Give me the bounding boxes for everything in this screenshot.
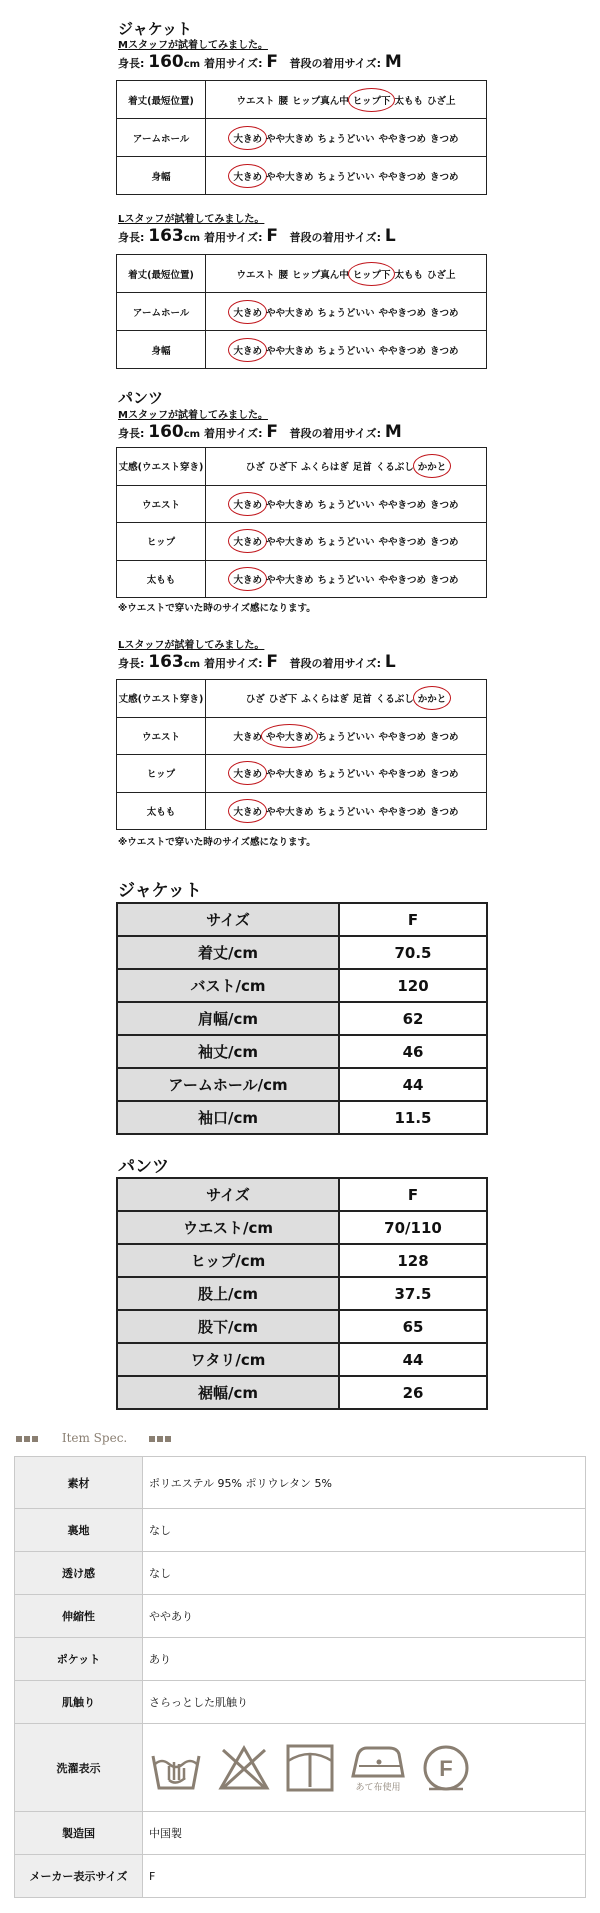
- size-row: [117, 1211, 487, 1244]
- fit-option: くるぶし: [375, 694, 414, 706]
- size-value: 46: [339, 1035, 487, 1068]
- fit-row: [117, 717, 487, 755]
- no-bleach-icon: [217, 1744, 271, 1792]
- fit-row: [117, 448, 487, 486]
- spec-key: メーカー表示サイズ: [15, 1855, 143, 1898]
- fit-option-selected: ヒップ下: [353, 267, 391, 281]
- size-row: [117, 1002, 487, 1035]
- spec-row: [15, 1457, 586, 1509]
- fit-option: ひざ上: [426, 269, 456, 281]
- fit-table: [116, 679, 487, 830]
- fit-option: きつめ: [430, 731, 459, 743]
- fit-row-label: ウエスト: [117, 485, 206, 523]
- fit-row-label: ヒップ: [117, 755, 206, 793]
- size-row: [117, 1376, 487, 1409]
- fit-option: やや大きめ: [265, 574, 314, 586]
- fit-option-selected: 大きめ: [233, 766, 262, 780]
- fit-row: [117, 792, 487, 830]
- size-value: 65: [339, 1310, 487, 1343]
- spec-row: [15, 1552, 586, 1595]
- fit-row-label: 着丈(最短位置): [117, 255, 206, 293]
- fit-option: ちょうどいい: [317, 806, 375, 818]
- fit-row: [117, 255, 487, 293]
- fit-table: [116, 447, 487, 598]
- fit-row: [117, 755, 487, 793]
- usual-size-value: L: [384, 226, 396, 246]
- size-row: [117, 1068, 487, 1101]
- size-key: ワタリ/cm: [117, 1343, 339, 1376]
- fit-row: [117, 157, 487, 195]
- fit-row-label: ヒップ: [117, 523, 206, 561]
- spec-key: 洗濯表示: [15, 1724, 143, 1812]
- spec-value: なし: [143, 1509, 586, 1552]
- fit-option-selected: 大きめ: [233, 305, 262, 319]
- wear-size-value: F: [266, 652, 278, 672]
- hand-wash-icon: [149, 1744, 203, 1792]
- fit-option: くるぶし: [375, 462, 414, 474]
- size-key: 股下/cm: [117, 1310, 339, 1343]
- fit-option: ややきつめ: [378, 133, 427, 145]
- size-key: バスト/cm: [117, 969, 339, 1002]
- fit-option: ややきつめ: [378, 171, 427, 183]
- fit-option: ウエスト: [236, 95, 275, 107]
- size-key: 袖口/cm: [117, 1101, 339, 1134]
- fit-staff-info: [118, 52, 402, 72]
- fit-option: ややきつめ: [378, 307, 427, 319]
- height-unit: cm: [183, 429, 201, 440]
- size-value: 44: [339, 1343, 487, 1376]
- fit-row: [117, 293, 487, 331]
- size-key: 着丈/cm: [117, 936, 339, 969]
- fit-staff-title: Mスタッフが試着してみました。: [118, 40, 268, 51]
- size-value: 11.5: [339, 1101, 487, 1134]
- spec-key: 肌触り: [15, 1681, 143, 1724]
- fit-row: [117, 81, 487, 119]
- fit-option-selected: かかと: [418, 691, 447, 705]
- spec-value: なし: [143, 1552, 586, 1595]
- fit-option: ややきつめ: [378, 345, 427, 357]
- fit-option: やや大きめ: [265, 499, 314, 511]
- spec-row: [15, 1595, 586, 1638]
- fit-option: ややきつめ: [378, 499, 427, 511]
- fit-option: ヒップ真ん中: [292, 269, 349, 281]
- usual-size-value: L: [384, 652, 396, 672]
- pants-fit-title: パンツ: [118, 389, 164, 407]
- fit-option: ちょうどいい: [317, 537, 375, 549]
- spec-key: 素材: [15, 1457, 143, 1509]
- item-spec-header: [16, 1431, 173, 1445]
- fit-row-options: [206, 680, 487, 718]
- fit-option: 腰: [278, 95, 289, 107]
- fit-row-label: 身幅: [117, 331, 206, 369]
- spec-row: [15, 1638, 586, 1681]
- fit-option-selected: 大きめ: [233, 131, 262, 145]
- spec-row: [15, 1855, 586, 1898]
- spec-row: [15, 1724, 586, 1812]
- fit-option: ちょうどいい: [317, 171, 375, 183]
- size-row: [117, 903, 487, 936]
- fit-staff-title: Mスタッフが試着してみました。: [118, 410, 268, 421]
- size-key: 股上/cm: [117, 1277, 339, 1310]
- fit-option: やや大きめ: [265, 171, 314, 183]
- fit-row-options: [206, 81, 487, 119]
- fit-row-options: [206, 755, 487, 793]
- size-key: 袖丈/cm: [117, 1035, 339, 1068]
- spec-row: [15, 1681, 586, 1724]
- fit-row-label: 丈感(ウエスト穿き): [117, 448, 206, 486]
- spec-key: 透け感: [15, 1552, 143, 1595]
- fit-option-selected: かかと: [418, 459, 447, 473]
- wear-size-label: 着用サイズ:: [203, 57, 263, 70]
- fit-option: 太もも: [394, 95, 423, 107]
- size-value: 70/110: [339, 1211, 487, 1244]
- spec-key: 伸縮性: [15, 1595, 143, 1638]
- fit-row-label: 身幅: [117, 157, 206, 195]
- height-value: 163: [148, 226, 184, 246]
- fit-option: ややきつめ: [378, 731, 427, 743]
- fit-option: ややきつめ: [378, 537, 427, 549]
- usual-size-value: M: [384, 422, 402, 442]
- spec-value-wash: [143, 1724, 586, 1812]
- pants-size-title: パンツ: [118, 1157, 169, 1177]
- spec-value: 中国製: [143, 1812, 586, 1855]
- fit-option: 太もも: [394, 269, 423, 281]
- size-row: [117, 1244, 487, 1277]
- size-row: [117, 1343, 487, 1376]
- spec-value: ややあり: [143, 1595, 586, 1638]
- iron-low-icon: [349, 1742, 407, 1793]
- fit-option: やや大きめ: [265, 345, 314, 357]
- item-spec-header-label: Item Spec.: [61, 1431, 128, 1445]
- fit-row-label: ウエスト: [117, 717, 206, 755]
- fit-row-options: [206, 157, 487, 195]
- height-value: 163: [148, 652, 184, 672]
- height-value: 160: [148, 52, 184, 72]
- height-label: 身長:: [118, 657, 145, 670]
- spec-row: [15, 1812, 586, 1855]
- spec-value: さらっとした肌触り: [143, 1681, 586, 1724]
- fit-row: [117, 119, 487, 157]
- fit-option-selected: 大きめ: [233, 804, 262, 818]
- dry-clean-f-icon: [421, 1743, 471, 1793]
- fit-option: きつめ: [430, 133, 459, 145]
- size-value: 62: [339, 1002, 487, 1035]
- fit-staff-info: [118, 652, 396, 672]
- height-label: 身長:: [118, 231, 145, 244]
- usual-size-label: 普段の着用サイズ:: [289, 427, 381, 440]
- size-row: [117, 969, 487, 1002]
- fit-row-options: [206, 560, 487, 598]
- size-value: 70.5: [339, 936, 487, 969]
- pants-fit-note-l: ※ウエストで穿いた時のサイズ感になります。: [118, 837, 316, 848]
- height-label: 身長:: [118, 427, 145, 440]
- fit-option: 足首: [352, 462, 372, 474]
- spec-key: ポケット: [15, 1638, 143, 1681]
- size-row: [117, 1310, 487, 1343]
- fit-table: [116, 80, 487, 195]
- fit-option: ひざ: [245, 462, 265, 474]
- fit-option: ひざ上: [426, 95, 456, 107]
- wash-icons: [149, 1742, 579, 1793]
- fit-row: [117, 485, 487, 523]
- size-value: F: [339, 1178, 487, 1211]
- fit-row-label: 太もも: [117, 792, 206, 830]
- fit-option: ちょうどいい: [317, 499, 375, 511]
- wear-size-label: 着用サイズ:: [203, 231, 263, 244]
- fit-option: ややきつめ: [378, 806, 427, 818]
- jacket-size-title: ジャケット: [118, 881, 202, 901]
- size-key: アームホール/cm: [117, 1068, 339, 1101]
- wear-size-label: 着用サイズ:: [203, 427, 263, 440]
- pants-size-table: [116, 1177, 488, 1410]
- usual-size-label: 普段の着用サイズ:: [289, 657, 381, 670]
- fit-staff-info: [118, 226, 396, 246]
- fit-option: 腰: [278, 269, 289, 281]
- usual-size-value: M: [384, 52, 402, 72]
- usual-size-label: 普段の着用サイズ:: [289, 57, 381, 70]
- pants-fit-note-m: ※ウエストで穿いた時のサイズ感になります。: [118, 603, 316, 614]
- height-unit: cm: [183, 659, 201, 670]
- fit-table: [116, 254, 487, 369]
- size-value: 128: [339, 1244, 487, 1277]
- fit-row-options: [206, 119, 487, 157]
- fit-option: きつめ: [430, 537, 459, 549]
- fit-option: ヒップ真ん中: [292, 95, 349, 107]
- size-value: 120: [339, 969, 487, 1002]
- size-row: [117, 1101, 487, 1134]
- size-key: ウエスト/cm: [117, 1211, 339, 1244]
- fit-staff-title: Lスタッフが試着してみました。: [118, 640, 265, 651]
- size-value: 37.5: [339, 1277, 487, 1310]
- fit-option-selected: ヒップ下: [353, 93, 391, 107]
- fit-option: きつめ: [430, 171, 459, 183]
- usual-size-label: 普段の着用サイズ:: [289, 231, 381, 244]
- size-key: サイズ: [117, 903, 339, 936]
- fit-row-label: 太もも: [117, 560, 206, 598]
- jacket-size-table: [116, 902, 488, 1135]
- fit-row-label: 丈感(ウエスト穿き): [117, 680, 206, 718]
- fit-option: やや大きめ: [265, 806, 314, 818]
- fit-row-options: [206, 523, 487, 561]
- spec-key: 裏地: [15, 1509, 143, 1552]
- spec-value: あり: [143, 1638, 586, 1681]
- fit-option: きつめ: [430, 806, 459, 818]
- fit-row-label: アームホール: [117, 293, 206, 331]
- fit-option: ひざ下: [268, 694, 298, 706]
- fit-row-options: [206, 485, 487, 523]
- size-value: 26: [339, 1376, 487, 1409]
- fit-row-options: [206, 717, 487, 755]
- fit-option: ちょうどいい: [317, 731, 375, 743]
- fit-option-selected: 大きめ: [233, 169, 262, 183]
- fit-option-selected: 大きめ: [233, 497, 262, 511]
- fit-row-label: 着丈(最短位置): [117, 81, 206, 119]
- height-label: 身長:: [118, 57, 145, 70]
- wear-size-label: 着用サイズ:: [203, 657, 263, 670]
- size-value: 44: [339, 1068, 487, 1101]
- spec-value: ポリエステル 95% ポリウレタン 5%: [143, 1457, 586, 1509]
- fit-option: やや大きめ: [265, 537, 314, 549]
- item-spec-table: [14, 1456, 586, 1898]
- fit-option: きつめ: [430, 307, 459, 319]
- spec-key: 製造国: [15, 1812, 143, 1855]
- fit-option: やや大きめ: [265, 307, 314, 319]
- fit-option: ちょうどいい: [317, 574, 375, 586]
- fit-option: 足首: [352, 694, 372, 706]
- fit-option: やや大きめ: [265, 133, 314, 145]
- fit-option: ふくらはぎ: [301, 694, 349, 706]
- fit-row: [117, 680, 487, 718]
- fit-option: ややきつめ: [378, 769, 427, 781]
- size-row: [117, 1178, 487, 1211]
- wear-size-value: F: [266, 226, 278, 246]
- height-unit: cm: [183, 233, 201, 244]
- size-row: [117, 936, 487, 969]
- fit-row-options: [206, 792, 487, 830]
- iron-caption: あて布使用: [355, 1783, 401, 1793]
- size-value: F: [339, 903, 487, 936]
- fit-row-options: [206, 293, 487, 331]
- fit-row-options: [206, 331, 487, 369]
- dry-clean-letter: F: [439, 1755, 453, 1781]
- size-key: サイズ: [117, 1178, 339, 1211]
- fit-option: ふくらはぎ: [301, 462, 349, 474]
- fit-option: ちょうどいい: [317, 769, 375, 781]
- fit-option: ちょうどいい: [317, 307, 375, 319]
- fit-staff-info: [118, 422, 402, 442]
- height-unit: cm: [183, 59, 201, 70]
- size-key: 肩幅/cm: [117, 1002, 339, 1035]
- wear-size-value: F: [266, 52, 278, 72]
- fit-option: ややきつめ: [378, 574, 427, 586]
- fit-option-selected: やや大きめ: [266, 729, 314, 743]
- size-row: [117, 1277, 487, 1310]
- fit-option-selected: 大きめ: [233, 343, 262, 357]
- size-key: 裾幅/cm: [117, 1376, 339, 1409]
- fit-option: きつめ: [430, 769, 459, 781]
- fit-option: 大きめ: [233, 731, 262, 743]
- fit-row: [117, 560, 487, 598]
- fit-option-selected: 大きめ: [233, 572, 262, 586]
- size-row: [117, 1035, 487, 1068]
- fit-option-selected: 大きめ: [233, 534, 262, 548]
- line-dry-icon: [285, 1743, 335, 1793]
- spec-row: [15, 1509, 586, 1552]
- fit-option: ひざ: [245, 694, 265, 706]
- fit-option: きつめ: [430, 499, 459, 511]
- fit-option: ひざ下: [268, 462, 298, 474]
- fit-option: やや大きめ: [265, 769, 314, 781]
- size-key: ヒップ/cm: [117, 1244, 339, 1277]
- fit-row-options: [206, 255, 487, 293]
- fit-row-label: アームホール: [117, 119, 206, 157]
- fit-row: [117, 523, 487, 561]
- fit-option: きつめ: [430, 574, 459, 586]
- fit-option: ちょうどいい: [317, 133, 375, 145]
- fit-option: ウエスト: [236, 269, 275, 281]
- fit-row-options: [206, 448, 487, 486]
- fit-option: きつめ: [430, 345, 459, 357]
- spec-value: F: [143, 1855, 586, 1898]
- fit-option: ちょうどいい: [317, 345, 375, 357]
- fit-staff-title: Lスタッフが試着してみました。: [118, 214, 265, 225]
- wear-size-value: F: [266, 422, 278, 442]
- jacket-fit-title: ジャケット: [118, 20, 192, 38]
- height-value: 160: [148, 422, 184, 442]
- fit-row: [117, 331, 487, 369]
